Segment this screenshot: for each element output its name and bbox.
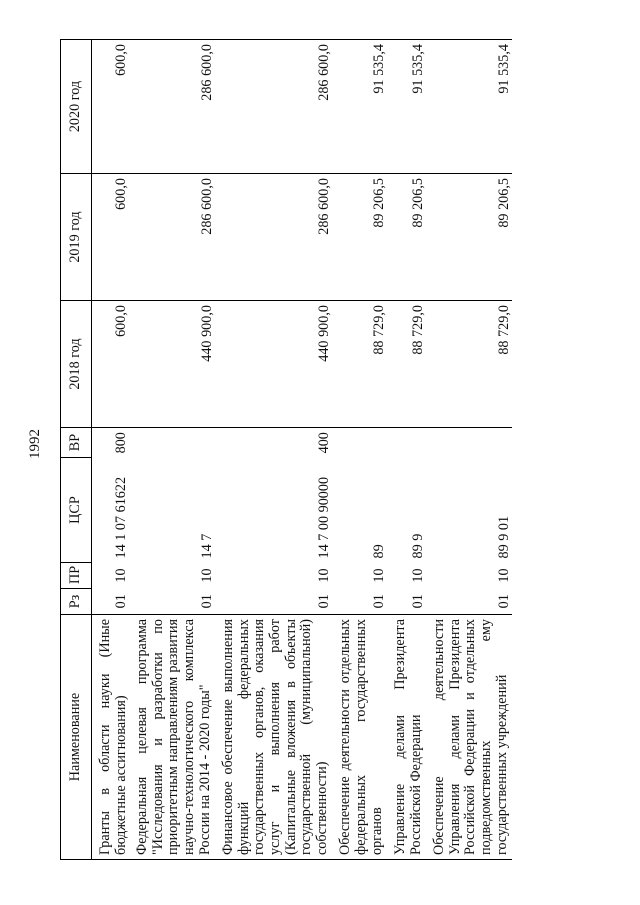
row-vr <box>129 428 215 458</box>
row-2018: 88 729,0 <box>426 301 512 428</box>
table-row <box>387 40 426 860</box>
row-rz: 01 <box>332 589 387 615</box>
row-2020: 286 600,0 <box>215 40 332 174</box>
row-2018: 440 900,0 <box>215 301 332 428</box>
row-name: Федеральная целевая программа "Исследования и разработки по приоритетным направлениям развития научно-технологического комплекса России на 2014 - 2020 годы" <box>129 615 215 860</box>
row-csr: 14 7 <box>198 533 215 559</box>
header-2019: 2019 год <box>61 174 92 301</box>
row-pr: 10 <box>198 568 215 583</box>
row-2020: 91 535,4 <box>332 40 387 174</box>
row-2020: 286 600,0 <box>129 40 215 174</box>
row-pr: 10 <box>495 568 512 583</box>
row-vr: 800 <box>112 432 129 454</box>
row-rz: 01 <box>129 589 215 615</box>
row-2018: 88 729,0 <box>387 301 426 428</box>
row-2019: 89 206,5 <box>332 174 387 301</box>
row-name: Финансовое обеспечение выполнения функций федеральных государственных органов, оказания услуг и выполнения работ (Капитальные вложения в объекты государственной (муниципальной) собственности) <box>215 615 332 860</box>
header-name: Наименование <box>61 615 92 860</box>
row-pr: 10 <box>370 568 387 583</box>
row-2019: 89 206,5 <box>426 174 512 301</box>
row-vr <box>332 428 387 458</box>
row-csr: 14 1 07 61622 <box>112 476 129 559</box>
row-name: Управление делами Президента Российской Федерации <box>387 615 426 860</box>
row-2020: 91 535,4 <box>426 40 512 174</box>
header-pr: ПР <box>61 563 92 589</box>
table-header <box>61 40 92 860</box>
row-rz: 01 <box>387 589 426 615</box>
row-name: Гранты в области науки (Иные бюджетные ассигнования) <box>92 615 130 860</box>
table-row <box>332 40 387 860</box>
row-rz: 01 <box>92 589 130 615</box>
row-vr <box>387 428 426 458</box>
table-row <box>426 40 512 860</box>
row-name: Обеспечение деятельности отдельных федеральных государственных органов <box>332 615 387 860</box>
row-pr: 10 <box>112 568 129 583</box>
row-csr: 14 7 00 90000 <box>315 476 332 559</box>
row-2019: 286 600,0 <box>129 174 215 301</box>
row-name: Обеспечение деятельности Управления делами Президента Российской Федерации и отдельных подведомственных ему государственных учреждений <box>426 615 512 860</box>
row-2020: 91 535,4 <box>387 40 426 174</box>
row-2019: 600,0 <box>92 174 130 301</box>
header-vr: ВР <box>61 428 92 458</box>
row-2018: 600,0 <box>92 301 130 428</box>
header-2018: 2018 год <box>61 301 92 428</box>
rotated-page <box>60 40 605 860</box>
row-2019: 286 600,0 <box>215 174 332 301</box>
row-vr: 400 <box>315 432 332 454</box>
header-rz: Рз <box>61 589 92 615</box>
row-vr <box>426 428 512 458</box>
header-csr: ЦСР <box>61 458 92 563</box>
row-csr: 89 9 01 <box>495 515 512 559</box>
budget-table <box>60 39 512 860</box>
row-csr: 89 <box>370 544 387 559</box>
row-2018: 88 729,0 <box>332 301 387 428</box>
row-2019: 89 206,5 <box>387 174 426 301</box>
header-2020: 2020 год <box>61 40 92 174</box>
table-row <box>92 40 130 860</box>
row-2018: 440 900,0 <box>129 301 215 428</box>
table-row <box>129 40 215 860</box>
table-row <box>215 40 332 860</box>
row-pr: 10 <box>409 568 426 583</box>
page-number: 1992 <box>27 429 43 459</box>
row-pr: 10 <box>315 568 332 583</box>
row-2020: 600,0 <box>92 40 130 174</box>
row-csr: 89 9 <box>409 533 426 559</box>
row-rz: 01 <box>426 589 512 615</box>
row-rz: 01 <box>215 589 332 615</box>
